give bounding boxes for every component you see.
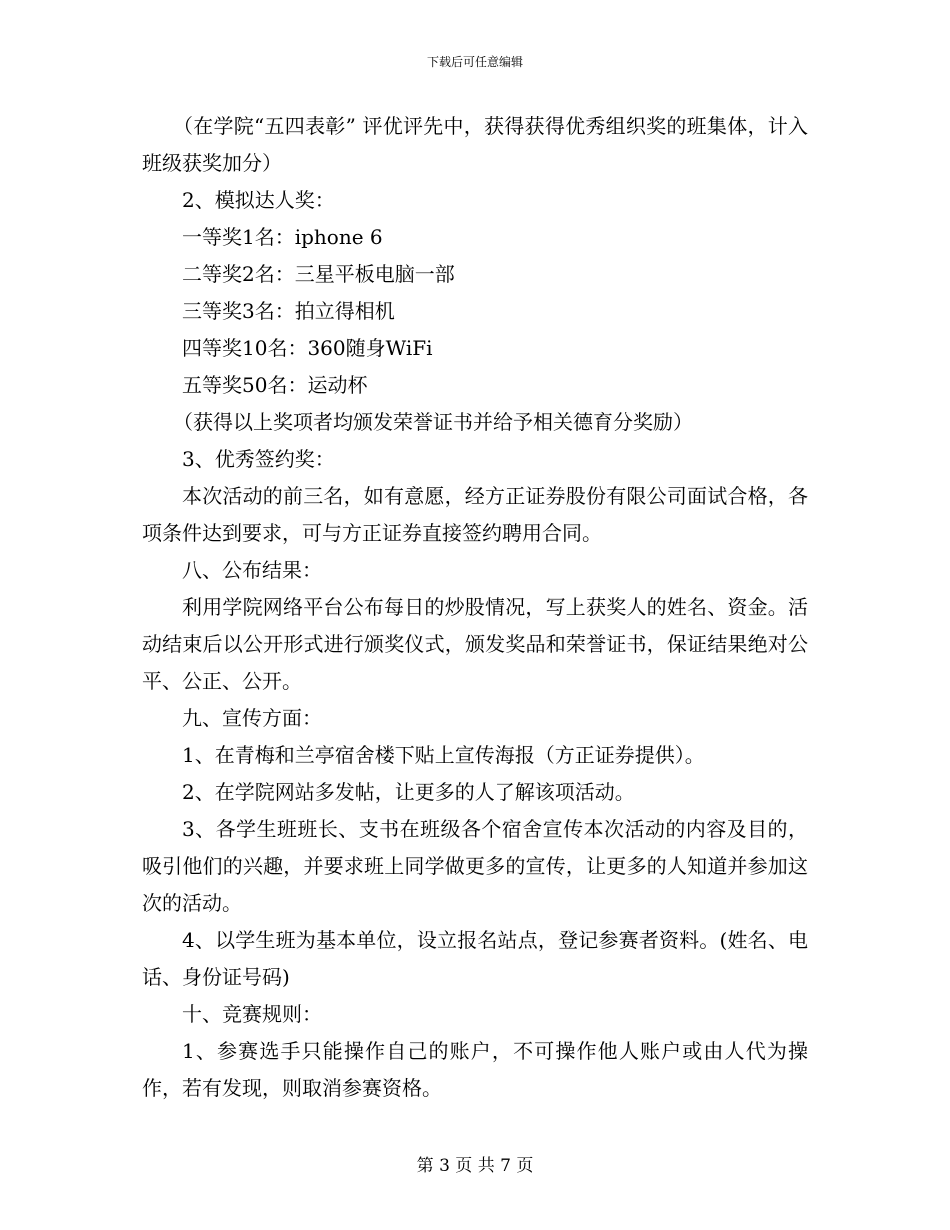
paragraph-second-prize: 二等奖2名：三星平板电脑一部: [182, 262, 455, 286]
paragraph-publicity-3: 3、各学生班班长、支书在班级各个宿舍宣传本次活动的内容及目的，吸引他们的兴趣，并要求班上同学做更多的宣传，让更多的人知道并参加这次的活动。: [142, 817, 808, 915]
paragraph-heading-simulation-award: 2、模拟达人奖：: [182, 188, 335, 212]
paragraph-signing-details: 本次活动的前三名，如有意愿，经方正证券股份有限公司面试合格，各项条件达到要求，可与方正证券直接签约聘用合同。: [142, 484, 808, 545]
paragraph-award-note: （在学院“五四表彰” 评优评先中，获得获得优秀组织奖的班集体，计入班级获奖加分）: [142, 114, 808, 175]
paragraph-heading-results: 八、公布结果：: [182, 558, 322, 582]
paragraph-publicity-2: 2、在学院网站多发帖，让更多的人了解该项活动。: [182, 780, 635, 804]
paragraph-third-prize: 三等奖3名：拍立得相机: [182, 299, 395, 323]
paragraph-publicity-4: 4、以学生班为基本单位，设立报名站点，登记参赛者资料。(姓名、电话、身份证号码): [142, 928, 808, 989]
paragraph-fifth-prize: 五等奖50名：运动杯: [182, 373, 368, 397]
paragraph-publicity-1: 1、在青梅和兰亭宿舍楼下贴上宣传海报（方正证券提供）。: [182, 743, 705, 767]
paragraph-rule-1: 1、参赛选手只能操作自己的账户，不可操作他人账户或由人代为操作，若有发现，则取消参赛资格。: [142, 1039, 808, 1100]
page-footer: 第 3 页 共 7 页: [416, 1156, 534, 1176]
paragraph-heading-rules: 十、竞赛规则：: [182, 1002, 322, 1026]
paragraph-heading-signing-award: 3、优秀签约奖：: [182, 447, 335, 471]
paragraph-results-details: 利用学院网络平台公布每日的炒股情况，写上获奖人的姓名、资金。活动结束后以公开形式进行颁奖仪式，颁发奖品和荣誉证书，保证结果绝对公平、公正、公开。: [142, 595, 808, 693]
paragraph-certificate-note: （获得以上奖项者均颁发荣誉证书并给予相关德育分奖励）: [173, 410, 693, 434]
document-body: [142, 108, 808, 1107]
page-header: 下载后可任意编辑: [426, 55, 523, 69]
paragraph-heading-publicity: 九、宣传方面：: [182, 706, 322, 730]
paragraph-first-prize: 一等奖1名：iphone 6: [182, 225, 383, 249]
paragraph-fourth-prize: 四等奖10名：360随身WiFi: [182, 336, 433, 360]
